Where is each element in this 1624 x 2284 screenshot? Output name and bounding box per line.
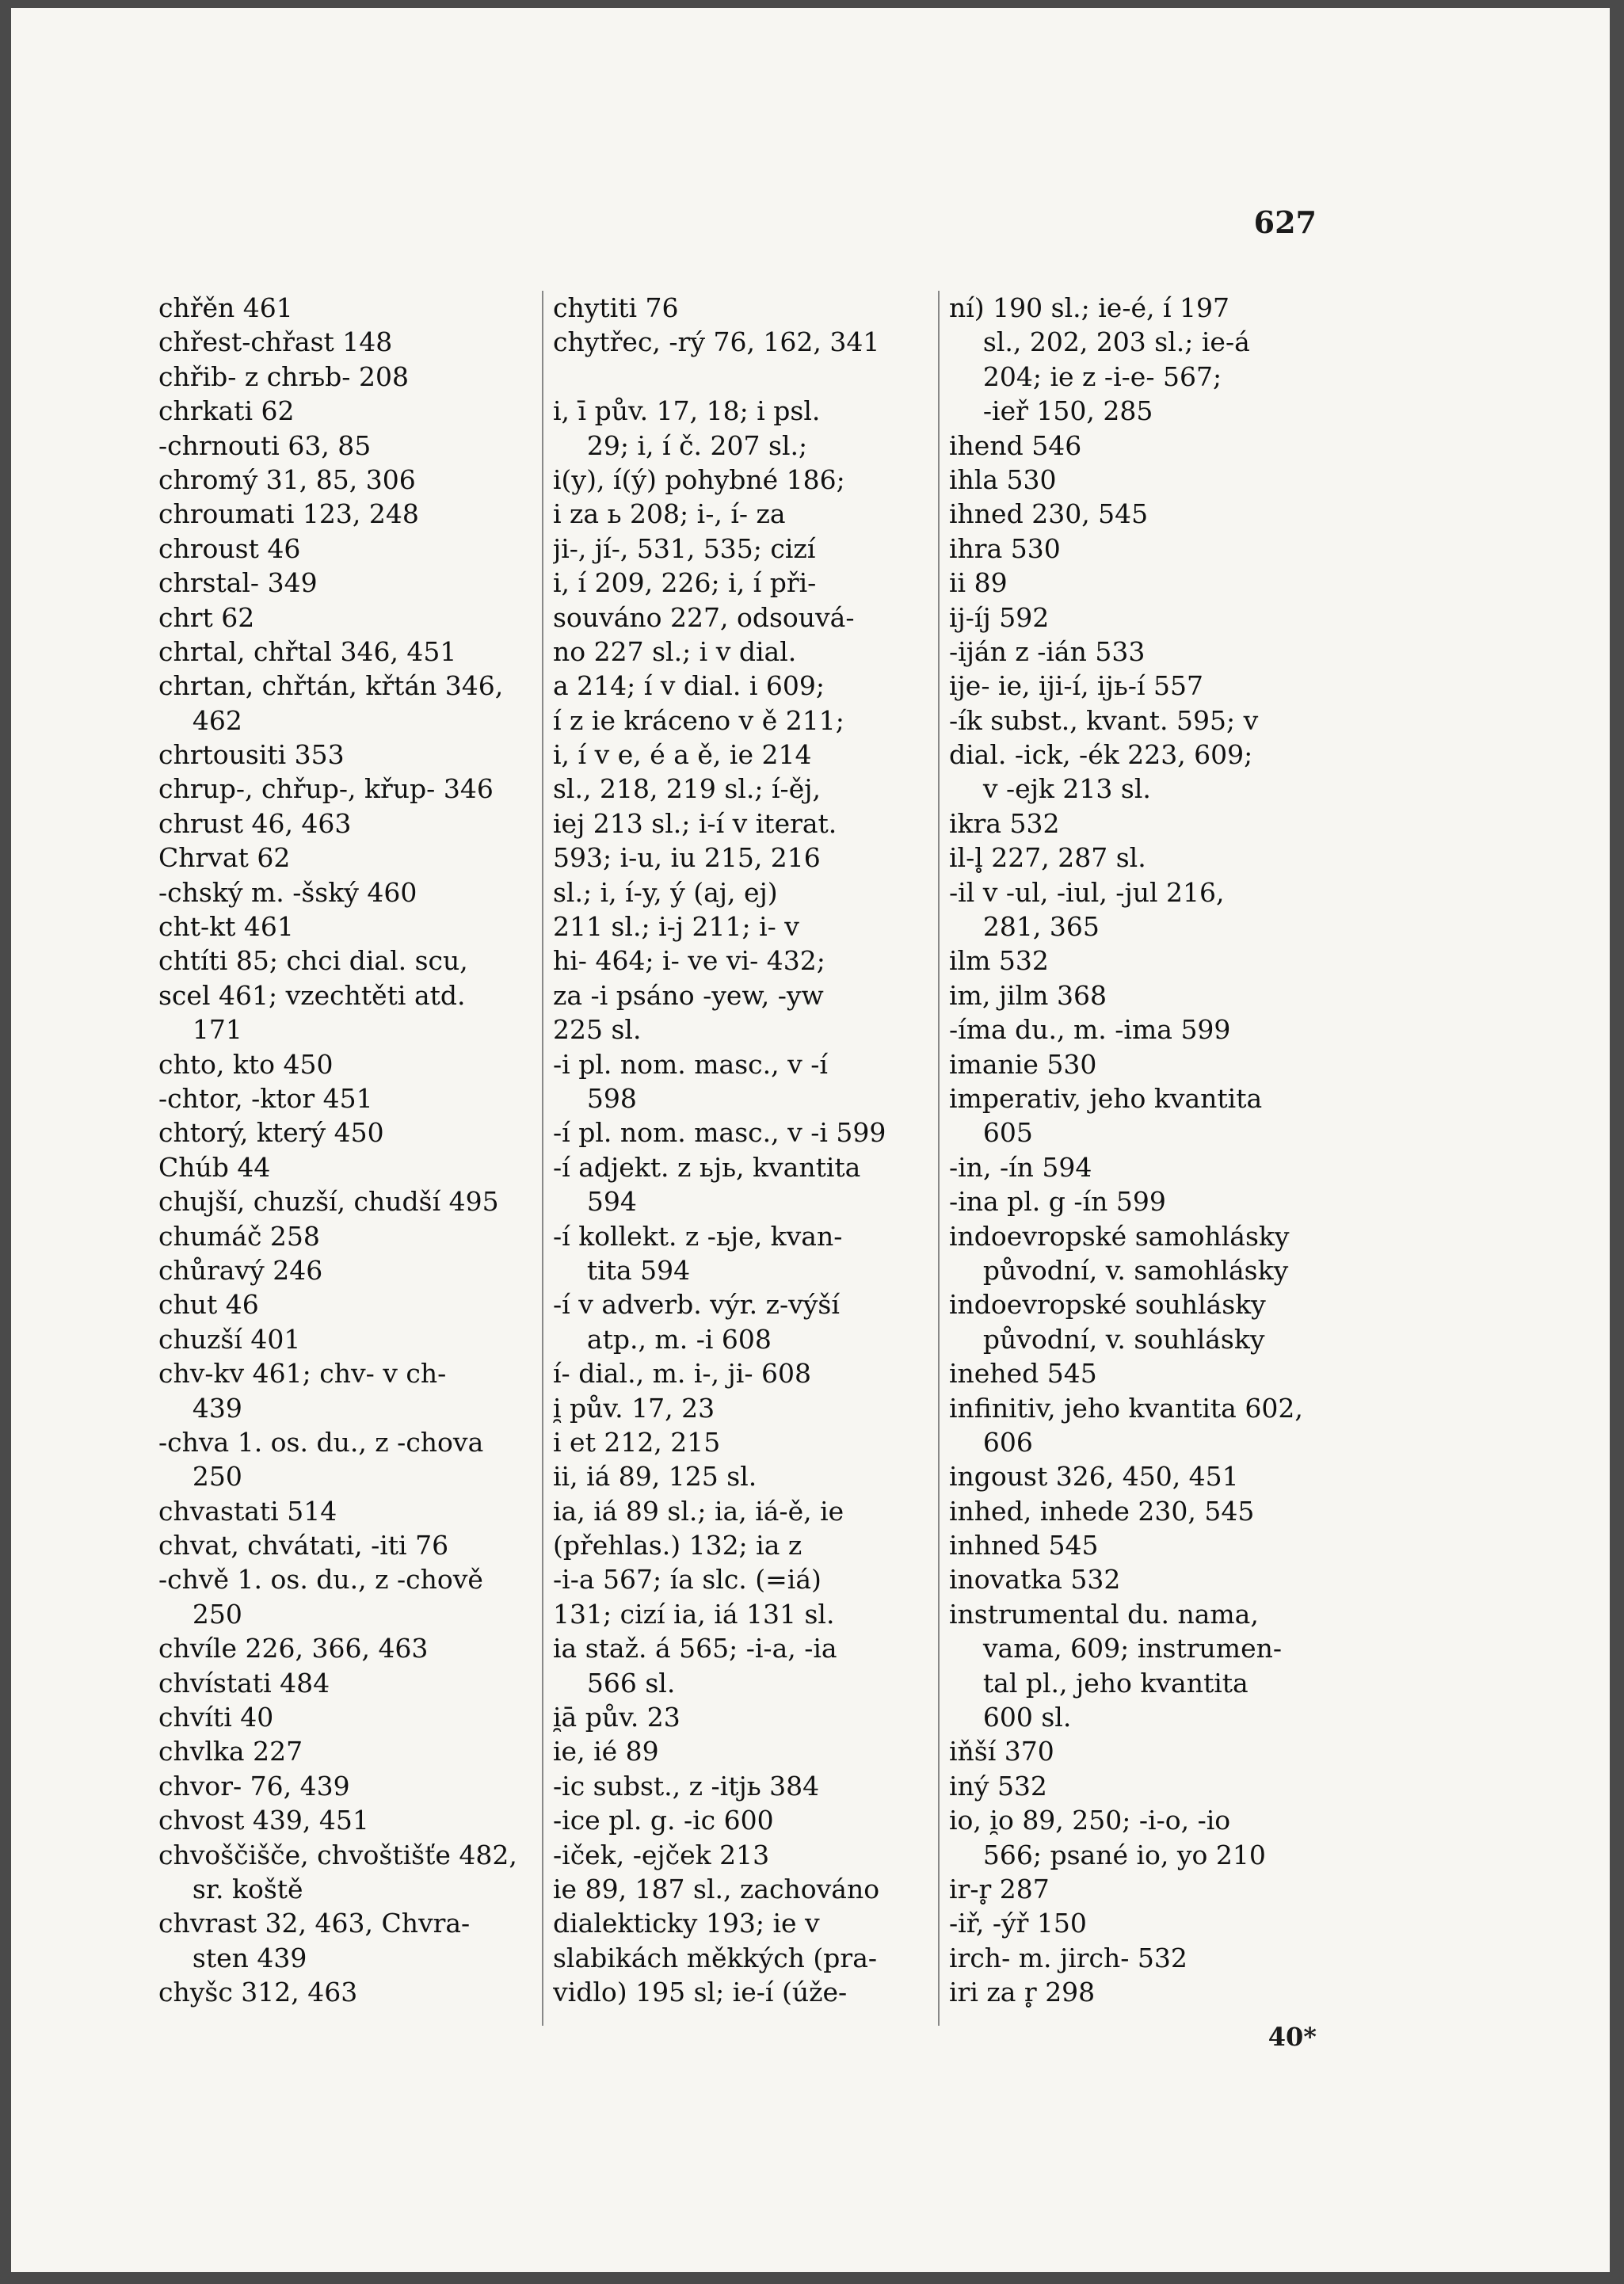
index-entry-line: -chva 1. os. du., z -chova — [158, 1426, 484, 1458]
index-entry-line: -il v -ul, -iul, -jul 216, — [949, 876, 1225, 908]
index-entry-line: instrumental du. nama, — [949, 1598, 1259, 1630]
index-entry-line: 250 — [192, 1598, 242, 1630]
index-entry-line: inhned 545 — [949, 1530, 1099, 1561]
index-entry-line: ie, ié 89 — [553, 1736, 659, 1767]
index-entry-line: -ina pl. g -ín 599 — [949, 1186, 1166, 1218]
index-entry-line: chrtousiti 353 — [158, 739, 345, 771]
index-entry-line: -i pl. nom. masc., v -í — [553, 1048, 828, 1080]
index-entry-line: i, í v e, é a ě, ie 214 — [553, 739, 812, 771]
index-entry-line: -chský m. -šský 460 — [158, 876, 417, 908]
index-entry-line: 439 — [192, 1392, 242, 1424]
index-entry-line: -chtor, -ktor 451 — [158, 1082, 373, 1114]
index-entry-line: -iján z -ián 533 — [949, 635, 1146, 667]
index-entry-line: 462 — [192, 704, 242, 736]
index-entry-line: souváno 227, odsouvá- — [553, 601, 855, 633]
index-entry-line: 204; ie z -i-e- 567; — [982, 360, 1222, 392]
index-entry-line: ji-, jí-, 531, 535; cizí — [553, 532, 816, 564]
index-entry-line: chrtal, chřtal 346, 451 — [158, 635, 457, 667]
index-entry-line: -í adjekt. z ьjь, kvantita — [553, 1151, 861, 1183]
index-entry-line: í- dial., m. i-, ji- 608 — [553, 1358, 811, 1390]
index-entry-line: 606 — [982, 1426, 1033, 1458]
index-entry-line: indoevropské samohlásky — [949, 1220, 1290, 1252]
index-entry-line: vidlo) 195 sl; ie-í (úže- — [553, 1977, 848, 2008]
page-number: 627 — [1253, 204, 1317, 240]
index-entry-line: -iček, -ejček 213 — [553, 1839, 770, 1870]
index-entry-line: -chvě 1. os. du., z -chově — [158, 1564, 483, 1596]
index-entry-line: chvoščišče, chvoštišťe 482, — [158, 1839, 517, 1870]
index-entry-line: ihend 546 — [949, 429, 1082, 461]
index-entry-line: imanie 530 — [949, 1048, 1097, 1080]
index-entry-line — [553, 360, 926, 394]
index-entry-line: ihla 530 — [949, 463, 1057, 495]
index-entry-line: 29; i, í č. 207 sl.; — [586, 429, 808, 461]
index-entry-line: iri za r̥ 298 — [949, 1977, 1096, 2008]
index-entry-line: 281, 365 — [982, 911, 1100, 943]
index-entry-line: chřib- z chrьb- 208 — [158, 360, 409, 392]
index-entry-line: chrkati 62 — [158, 395, 295, 427]
index-entry-line: indoevropské souhlásky — [949, 1289, 1266, 1321]
index-entry-line: slabikách měkkých (pra- — [553, 1942, 878, 1973]
index-entry-line: 211 sl.; i-j 211; i- v — [553, 911, 799, 943]
index-entry-line: Chúb 44 — [158, 1151, 271, 1183]
index-entry-line: chvat, chvátati, -iti 76 — [158, 1530, 449, 1561]
index-entry-line: 594 — [586, 1186, 637, 1218]
index-entry-line: inovatka 532 — [949, 1564, 1121, 1596]
index-entry-line: tal pl., jeho kvantita — [982, 1667, 1248, 1699]
index-entry-line: ingoust 326, 450, 451 — [949, 1461, 1239, 1493]
index-entry-line: ie 89, 187 sl., zachováno — [553, 1873, 880, 1905]
index-entry-line: chvor- 76, 439 — [158, 1770, 350, 1802]
index-entry-line: ia, iá 89 sl.; ia, iá-ě, ie — [553, 1495, 844, 1527]
index-entry-line: i, ī pův. 17, 18; i psl. — [553, 395, 821, 427]
index-entry-line: -ík subst., kvant. 595; v — [949, 704, 1259, 736]
index-entry-line: chrtan, chřtán, křtán 346, — [158, 670, 504, 702]
index-entry-line: za -i psáno -yew, -yw — [553, 979, 824, 1011]
index-entry-line: 566 sl. — [586, 1667, 676, 1699]
index-entry-line: -í kollekt. z -ьje, kvan- — [553, 1220, 843, 1252]
index-entry-line: io, i̯o 89, 250; -i-o, -io — [949, 1805, 1231, 1836]
index-entry-line: hi- 464; i- ve vi- 432; — [553, 945, 825, 977]
index-entry-line: 171 — [192, 1014, 242, 1046]
index-entry-line: iej 213 sl.; i-í v iterat. — [553, 807, 837, 839]
index-entry-line: chujší, chuzší, chudší 495 — [158, 1186, 499, 1218]
index-entry-line: ihra 530 — [949, 532, 1061, 564]
index-entry-line: chvíti 40 — [158, 1702, 274, 1733]
index-entry-line: ij-íj 592 — [949, 601, 1050, 633]
index-entry-line: 593; i-u, iu 215, 216 — [553, 842, 821, 874]
index-entry-line: sl.; i, í-y, ý (aj, ej) — [553, 876, 778, 908]
index-entry-line: ilm 532 — [949, 945, 1049, 977]
index-entry-line: chřest-chřast 148 — [158, 326, 393, 358]
index-entry-line: sten 439 — [192, 1942, 307, 1973]
index-entry-line: i̯ pův. 17, 23 — [553, 1392, 715, 1424]
index-entry-line: chvrast 32, 463, Chvra- — [158, 1908, 471, 1939]
index-column-right — [938, 291, 1318, 2026]
index-entry-line: 225 sl. — [553, 1014, 642, 1046]
index-entry-line: i, í 209, 226; i, í při- — [553, 567, 817, 599]
index-entry-line: ije- ie, iji-í, ijь-í 557 — [949, 670, 1203, 702]
index-entry-line: chřěn 461 — [158, 292, 293, 323]
index-entry-line: chyšc 312, 463 — [158, 1977, 358, 2008]
index-entry-line: chroumati 123, 248 — [158, 498, 419, 530]
index-entry-line: -í pl. nom. masc., v -i 599 — [553, 1117, 886, 1149]
index-entry-line: ii 89 — [949, 567, 1008, 599]
index-entry-line: -iř, -ýř 150 — [949, 1908, 1087, 1939]
index-entry-line: atp., m. -i 608 — [586, 1323, 772, 1355]
index-entry-line: chuzší 401 — [158, 1323, 301, 1355]
index-entry-line: iňší 370 — [949, 1736, 1054, 1767]
index-column-middle — [542, 291, 926, 2026]
index-entry-line: chv-kv 461; chv- v ch- — [158, 1358, 447, 1390]
index-entry-line: i̯ā pův. 23 — [553, 1702, 680, 1733]
index-entry-line: dial. -ick, -ék 223, 609; — [949, 739, 1253, 771]
index-entry-line: 605 — [982, 1117, 1033, 1149]
index-entry-line: chrust 46, 463 — [158, 807, 352, 839]
index-entry-line: im, jilm 368 — [949, 979, 1107, 1011]
index-entry-line: původní, v. samohlásky — [982, 1254, 1289, 1286]
index-entry-line: chut 46 — [158, 1289, 259, 1321]
index-entry-line: 598 — [586, 1082, 637, 1114]
index-entry-line: vama, 609; instrumen- — [982, 1633, 1283, 1664]
index-entry-line: (přehlas.) 132; ia z — [553, 1530, 802, 1561]
index-entry-line: v -ejk 213 sl. — [982, 773, 1151, 805]
index-entry-line: -i-a 567; ía slc. (=iá) — [553, 1564, 822, 1596]
index-entry-line: ii, iá 89, 125 sl. — [553, 1461, 757, 1493]
index-entry-line: cht-kt 461 — [158, 911, 294, 943]
index-entry-line: chtorý, který 450 — [158, 1117, 384, 1149]
index-entry-line: i(y), í(ý) pohybné 186; — [553, 463, 845, 495]
index-entry-line: ikra 532 — [949, 807, 1060, 839]
index-entry-line: ia staž. á 565; -i-a, -ia — [553, 1633, 837, 1664]
index-entry-line: původní, v. souhlásky — [982, 1323, 1265, 1355]
index-entry-line: chrstal- 349 — [158, 567, 318, 599]
index-entry-line: inhed, inhede 230, 545 — [949, 1495, 1255, 1527]
signature-mark: 40* — [1268, 2022, 1317, 2052]
index-entry-line: -ieř 150, 285 — [982, 395, 1153, 427]
index-entry-line: ní) 190 sl.; ie-é, í 197 — [949, 292, 1230, 323]
index-entry-line: chvastati 514 — [158, 1495, 337, 1527]
index-entry-line: iný 532 — [949, 1770, 1047, 1802]
index-entry-line: chroust 46 — [158, 532, 301, 564]
index-entry-line: infinitiv, jeho kvantita 602, — [949, 1392, 1303, 1424]
index-entry-line: sr. koště — [192, 1873, 303, 1905]
index-entry-line: chytřec, -rý 76, 162, 341 — [553, 326, 880, 358]
index-entry-line: 250 — [192, 1461, 242, 1493]
index-entry-line: -íma du., m. -ima 599 — [949, 1014, 1231, 1046]
index-entry-line: -ic subst., z -itjь 384 — [553, 1770, 820, 1802]
index-entry-line: chvíle 226, 366, 463 — [158, 1633, 429, 1664]
index-entry-line: Chrvat 62 — [158, 842, 291, 874]
index-entry-line: -í v adverb. výr. z-výší — [553, 1289, 840, 1321]
index-entry-line: chrup-, chřup-, křup- 346 — [158, 773, 494, 805]
index-entry-line: ihned 230, 545 — [949, 498, 1149, 530]
index-entry-line: imperativ, jeho kvantita — [949, 1082, 1263, 1114]
index-entry-line: chtíti 85; chci dial. scu, — [158, 945, 468, 977]
index-entry-line: sl., 218, 219 sl.; í-ěj, — [553, 773, 821, 805]
index-entry-line: ir-r̥ 287 — [949, 1873, 1050, 1905]
index-entry-line: i et 212, 215 — [553, 1426, 721, 1458]
index-entry-line: i za ь 208; i-, í- za — [553, 498, 786, 530]
index-entry-line: irch- m. jirch- 532 — [949, 1942, 1188, 1973]
index-entry-line: chůravý 246 — [158, 1254, 323, 1286]
index-entry-line: il-l̥ 227, 287 sl. — [949, 842, 1146, 874]
index-entry-line: í z ie kráceno v ě 211; — [553, 704, 844, 736]
index-entry-line: dialekticky 193; ie v — [553, 1908, 820, 1939]
index-entry-line: no 227 sl.; i v dial. — [553, 635, 797, 667]
index-entry-line: chvlka 227 — [158, 1736, 303, 1767]
index-entry-line: -in, -ín 594 — [949, 1151, 1092, 1183]
index-entry-line: chto, kto 450 — [158, 1048, 334, 1080]
index-entry-line: chvístati 484 — [158, 1667, 330, 1699]
index-entry-line: -ice pl. g. -ic 600 — [553, 1805, 774, 1836]
index-entry-line: inehed 545 — [949, 1358, 1097, 1390]
index-entry-line: scel 461; vzechtěti atd. — [158, 979, 466, 1011]
index-entry-line: chrt 62 — [158, 601, 255, 633]
index-entry-line: a 214; í v dial. i 609; — [553, 670, 825, 702]
index-entry-line: 131; cizí ia, iá 131 sl. — [553, 1598, 835, 1630]
index-column-left — [158, 291, 533, 2010]
index-entry-line: chytiti 76 — [553, 292, 679, 323]
index-entry-line: tita 594 — [586, 1254, 691, 1286]
index-entry-line: -chrnouti 63, 85 — [158, 429, 372, 461]
index-entry-line: 566; psané io, yo 210 — [982, 1839, 1266, 1870]
index-entry-line: chumáč 258 — [158, 1220, 320, 1252]
index-entry-line: 600 sl. — [982, 1702, 1072, 1733]
index-entry-line: chromý 31, 85, 306 — [158, 463, 416, 495]
dictionary-page — [11, 8, 1610, 2272]
index-entry-line: chvost 439, 451 — [158, 1805, 369, 1836]
index-entry-line: sl., 202, 203 sl.; ie-á — [982, 326, 1250, 358]
